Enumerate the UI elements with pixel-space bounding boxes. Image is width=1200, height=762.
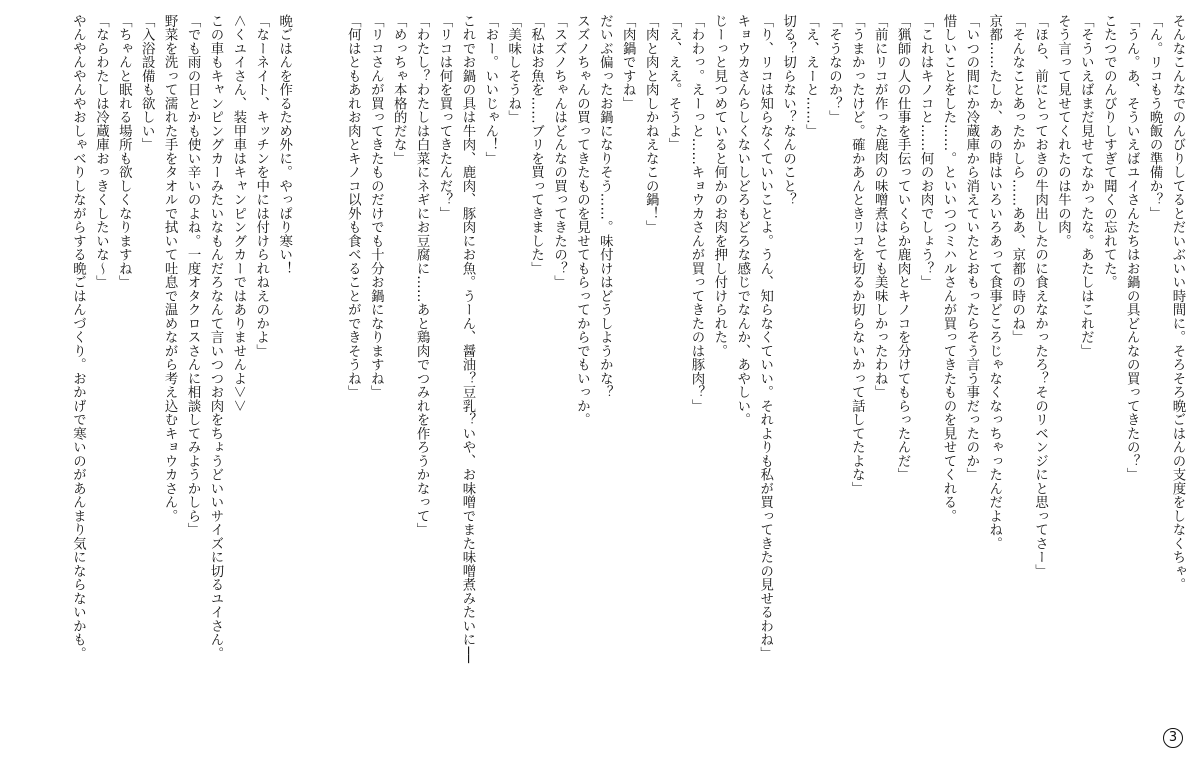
text-line: 「前にリコが作った鹿肉の味噌煮はとても美味しかったわね」 [872, 14, 888, 399]
text-line: 野菜を洗って濡れた手をタオルで拭いて吐息で温めながら考え込むキョウカさん。 [162, 14, 178, 523]
text-line: 「リコは何を買ってきたんだ？」 [437, 14, 452, 221]
text-line: 「ちゃんと眠れる場所も欲しくなりますね」 [116, 14, 132, 289]
text-line: この車もキャンピングカーみたいなもんだろなんて言いつつお肉をちょうどいいサイズに切るユイさん。 [207, 14, 223, 661]
text-line: そんなこんなでのんびりしてるとだいぶいい時間に。そろそろ晩ごはんの支度をしなくちゃ。 [1170, 14, 1185, 592]
text-line: やんやんやんやおしゃべりしながらする晩ごはんづくり。おかげで寒いのがあんまり気にならないかも。 [70, 14, 86, 661]
text-line: スズノちゃんの買ってきたものを見せてもらってからでもいっか。 [574, 14, 590, 427]
text-line: じーっと見つめていると何かのお肉を押し付けられた。 [711, 14, 727, 358]
text-line: そう言って見せてくれたのは牛の肉。 [1055, 14, 1071, 248]
page-number-badge: 3 [1163, 728, 1183, 748]
text-line: 「なーネイト、キッチンを中には付けられねえのかよ」 [253, 14, 269, 358]
text-line: 「おー。いいじゃん！」 [482, 14, 498, 166]
blank-line [295, 14, 318, 714]
text-line: 「うん。あ、そういえばユイさんたちはお鍋の具どんなの買ってきたの？」 [1124, 14, 1140, 482]
text-line: 「そういえばまだ見せてなかったな。あたしはこれだ」 [1078, 14, 1094, 358]
text-line: 「ならわたしは冷蔵庫おっきくしたいな～」 [93, 14, 109, 289]
text-line: 「うまかったけど。確かあんときリコを切るか切らないかって話してたよな」 [849, 14, 865, 496]
text-line: 「え、ええ。そうよ」 [666, 14, 682, 152]
text-line: 「肉鍋ですね」 [620, 14, 636, 111]
text-line: 「そんなことあったかしら……ああ、京都の時のね」 [1009, 14, 1025, 344]
text-line: こたつでのんびりしすぎて聞くの忘れてた。 [1101, 14, 1117, 289]
text-line: 「めっちゃ本格的だな」 [391, 14, 407, 166]
text-line: 晩ごはんを作るため外に。やっぱり寒い！ [276, 14, 292, 276]
text-line: 「美味しそうね」 [505, 14, 521, 124]
text-line: キョウカさんらしくないしどろもどろな感じでなんか、あやしい。 [734, 14, 750, 427]
text-line: だいぶ偏ったお鍋になりそう……。味付けはどうしようかな？ [597, 14, 613, 399]
text-line: 「わたし？わたしは白菜にネギにお豆腐に……あと鶏肉でつみれを作ろうかなって」 [414, 14, 430, 537]
text-line: 「肉と肉と肉しかねえなこの鍋！」 [643, 14, 659, 234]
text-line: 「り、リコは知らなくていいことよ。うん、知らなくていい。それよりも私が買ってきたの見せるわね」 [757, 14, 773, 661]
text-line: 「でも雨の日とかも使い辛いのよね。一度オタクロスさんに相談してみようかしら」 [185, 14, 201, 537]
text-line: 「わわっ。えーっと……キョウカさんが買ってきたのは豚肉？」 [688, 14, 704, 413]
text-line: 「これはキノコと……何のお肉でしょう？」 [918, 14, 934, 289]
blank-line [318, 14, 341, 714]
text-line: 「ん。リコもう晩飯の準備か？」 [1147, 14, 1163, 221]
text-line: 京都……たしか、あの時はいろいろあって食事どころじゃなくなっちゃったんだよね。 [986, 14, 1002, 551]
text-line: これでお鍋の具は牛肉、鹿肉、豚肉にお魚。うーん、醤油？豆乳？いや、お味噌でまた味噌煮みたいに── [459, 14, 475, 664]
text-line: 「いつの間にか冷蔵庫から消えていたとおもったらそう言う事だったのか」 [963, 14, 979, 482]
text-line: 「私はお魚を……ブリを買ってきました」 [528, 14, 544, 276]
text-line: 「ほら、前にとっておきの牛肉出したのに食えなかったろ？そのリベンジにと思ってさー」 [1032, 14, 1048, 578]
text-line: 「え、えーと……」 [803, 14, 819, 138]
text-line: 切る？切らない？なんのこと？ [780, 14, 796, 207]
text-line: 「スズノちゃんはどんなの買ってきたの？」 [551, 14, 567, 289]
text-line: 「リコさんが買ってきたものだけでも十分お鍋になりますね」 [368, 14, 384, 399]
text-line: 「猟師の人の仕事を手伝っていくらか鹿肉とキノコを分けてもらったんだ」 [895, 14, 911, 482]
text-line: 「入浴設備も欲しい」 [139, 14, 155, 152]
text-line: 惜しいことをした……。といいつつミハルさんが買ってきたものを見せてくれる。 [940, 14, 956, 523]
text-line: 「そうなのか？」 [826, 14, 842, 124]
text-line: ＜くユイさん、装甲車はキャンピングカーではありませんよ＞＞ [230, 14, 246, 413]
vertical-text-body [66, 14, 1188, 714]
text-line: 「何はともあれお肉とキノコ以外も食べることができそうね」 [345, 14, 361, 399]
